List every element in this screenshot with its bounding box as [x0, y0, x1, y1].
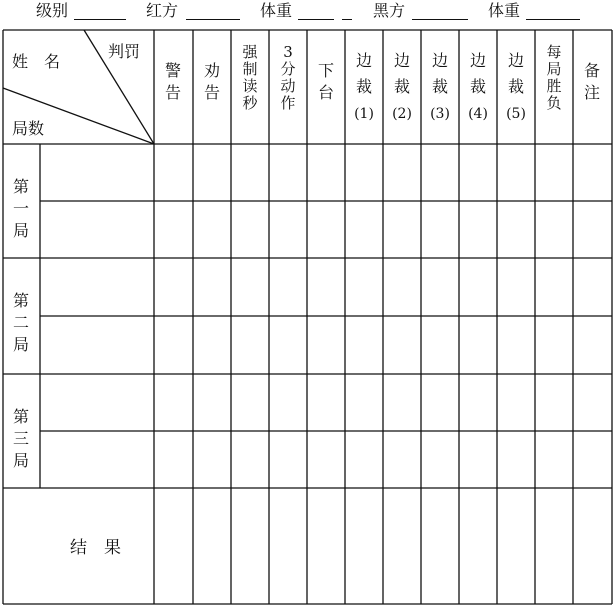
column-header-char: 局 — [546, 60, 562, 78]
level-label: 级别 — [36, 1, 69, 20]
round-label-char: 一 — [12, 199, 30, 218]
black-weight-label: 体重 — [488, 1, 521, 20]
round-label-char: 第 — [12, 407, 30, 426]
column-header-char: 下 — [317, 61, 335, 80]
column-header-char: 边 — [469, 51, 487, 70]
round-label-char: 第 — [12, 291, 30, 310]
column-header-char: 胜 — [546, 77, 562, 95]
corner-name-label: 姓 名 — [12, 52, 61, 71]
column-header-char: 裁 — [507, 77, 525, 96]
round-label-char: 二 — [12, 313, 30, 332]
column-header-char: (4) — [468, 106, 488, 122]
column-header-char: 告 — [203, 83, 221, 102]
result-label: 结 果 — [70, 538, 121, 558]
column-header-char: 作 — [280, 94, 296, 112]
round-label-char: 局 — [12, 335, 30, 354]
column-header-char: 分 — [280, 60, 296, 78]
column-header-char: 边 — [431, 51, 449, 70]
round-label-char: 第 — [12, 177, 30, 196]
column-header-char: 告 — [164, 83, 182, 102]
column-header-char: (2) — [392, 106, 412, 122]
column-header-char: 强 — [242, 43, 258, 61]
red-label: 红方 — [146, 1, 179, 20]
column-header-char: 裁 — [431, 77, 449, 96]
round-label-char: 局 — [12, 221, 30, 240]
column-header-char: 台 — [317, 83, 335, 102]
column-header-char: 读 — [242, 77, 258, 95]
column-header-char: (5) — [506, 106, 526, 122]
column-header-char: 备 — [583, 61, 601, 80]
column-header-char: 裁 — [393, 77, 411, 96]
round-labels — [13, 177, 29, 470]
column-header-char: 制 — [242, 60, 258, 78]
column-header-char: 动 — [280, 77, 296, 95]
column-header-char: 裁 — [355, 77, 373, 96]
column-header-char: 劝 — [203, 61, 221, 80]
column-header-char: 裁 — [469, 77, 487, 96]
round-label-char: 三 — [12, 429, 30, 448]
red-weight-label: 体重 — [260, 1, 293, 20]
column-header-char: 3 — [283, 43, 293, 61]
column-header-char: 警 — [164, 61, 182, 80]
column-header-char: 每 — [546, 43, 562, 61]
column-header-char: (3) — [430, 106, 450, 122]
column-header-char: 秒 — [242, 94, 258, 112]
corner-penalty-label: 判罚 — [108, 42, 141, 61]
black-label: 黑方 — [373, 1, 406, 20]
column-header-char: 边 — [393, 51, 411, 70]
round-label-char: 局 — [12, 451, 30, 470]
column-header-char: (1) — [354, 106, 374, 122]
column-header-char: 负 — [546, 94, 562, 112]
column-header-char: 边 — [507, 51, 525, 70]
column-header-char: 注 — [583, 83, 601, 102]
corner-rounds-label: 局数 — [12, 119, 45, 138]
column-header-char: 边 — [355, 51, 373, 70]
